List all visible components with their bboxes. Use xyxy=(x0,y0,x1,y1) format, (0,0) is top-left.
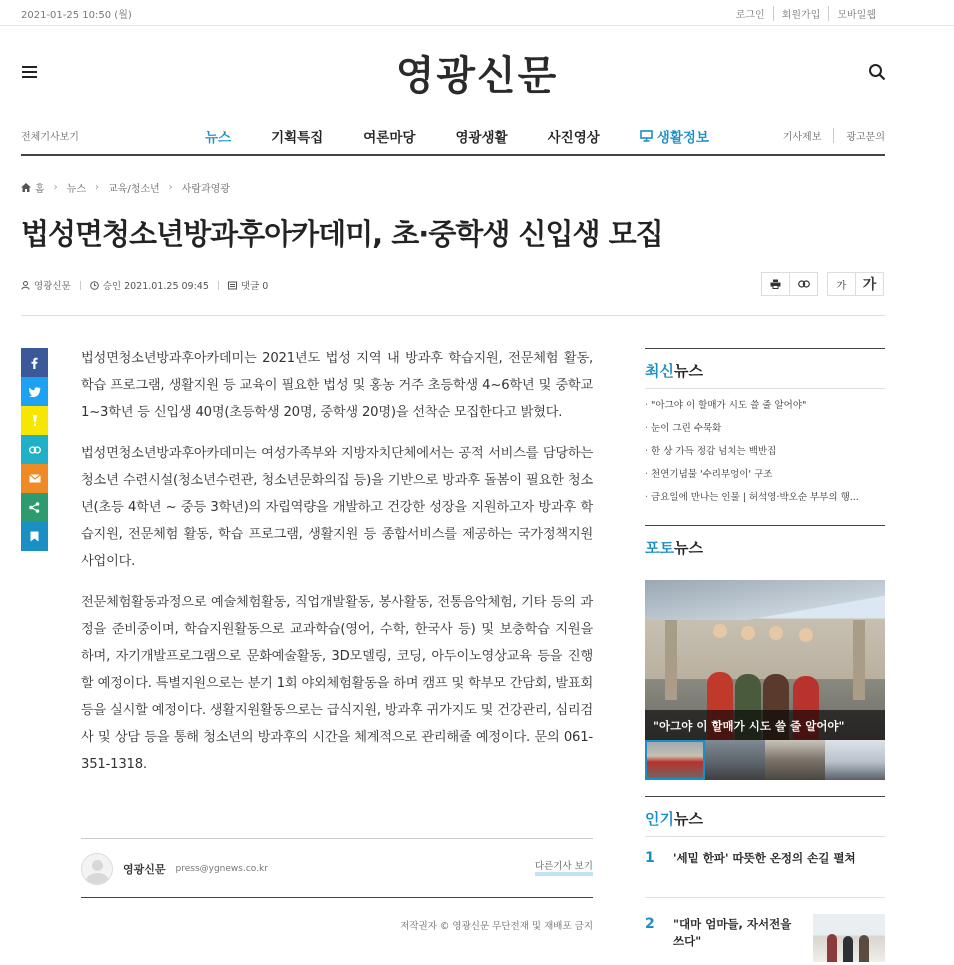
photo-news-caption[interactable]: "아그야 이 할매가 시도 쓸 줄 알어야" xyxy=(645,710,885,740)
clock-icon xyxy=(90,281,99,290)
share-icon xyxy=(29,502,40,513)
divider xyxy=(81,838,593,839)
copyright-notice: 저작권자 © 영광신문 무단전재 및 재배포 금지 xyxy=(400,921,593,932)
article-tools xyxy=(762,272,818,296)
chevron-right-icon: › xyxy=(53,182,58,193)
author-email[interactable]: press@ygnews.co.kr xyxy=(175,864,268,874)
print-icon xyxy=(770,279,781,289)
photo-thumbnail[interactable] xyxy=(645,740,705,780)
section-title xyxy=(645,525,885,565)
article-title: 법성면청소년방과후아카데미, 초·중학생 신입생 모집 xyxy=(21,217,663,251)
divider xyxy=(80,281,81,290)
copy-link-button[interactable] xyxy=(789,272,818,296)
nav-menu xyxy=(205,126,789,146)
photo-person xyxy=(827,934,837,962)
all-news-link[interactable]: 전체기사보기 xyxy=(21,132,79,143)
list-item-title: "대마 엄마들, 자서전을 쓰다" xyxy=(673,917,792,948)
facebook-share-button[interactable] xyxy=(21,348,48,377)
article-comments[interactable] xyxy=(228,278,268,292)
divider xyxy=(81,897,593,898)
bookmark-icon xyxy=(30,531,39,542)
link-icon xyxy=(798,280,810,288)
breadcrumb-news[interactable]: 뉴스 xyxy=(66,184,86,195)
nav-item-living-info-label: 생활정보 xyxy=(656,130,709,146)
section-title-accent: 포토 xyxy=(645,539,674,557)
divider xyxy=(645,388,885,389)
section-title-rest: 뉴스 xyxy=(673,810,703,828)
nav-item-local-life[interactable]: 영광생활 xyxy=(455,130,508,146)
article-approved xyxy=(90,278,209,292)
font-smaller-button[interactable]: 가 xyxy=(827,272,856,296)
list-item[interactable] xyxy=(645,914,885,962)
article-approved-date: 승인 2021.01.25 09:45 xyxy=(102,281,209,292)
more-share-button[interactable] xyxy=(21,493,48,522)
nav-item-features[interactable]: 기획특집 xyxy=(271,130,324,146)
breadcrumb-people[interactable]: 사람과영광 xyxy=(181,184,230,195)
facebook-icon xyxy=(31,357,38,369)
list-item[interactable]: · 금요일에 만나는 인물 | 허석영·박오순 부부의 행... xyxy=(645,489,885,512)
article-writer-name: 영광신문 xyxy=(34,281,71,292)
photo-thumbnail[interactable] xyxy=(825,740,885,780)
share-bar xyxy=(21,348,48,551)
list-item-thumbnail xyxy=(813,914,885,962)
bookmark-share-button[interactable] xyxy=(21,522,48,551)
photo-person xyxy=(859,935,869,962)
photo-news-section xyxy=(645,525,885,565)
photo-thumbnails xyxy=(645,740,885,780)
rank-number: 1 xyxy=(645,850,655,866)
section-title-rest: 뉴스 xyxy=(673,539,703,557)
mobile-web-link[interactable]: 모바일웹 xyxy=(828,6,884,21)
list-item[interactable]: · 눈이 그린 수묵화 xyxy=(645,420,885,443)
breadcrumb-education[interactable]: 교육/청소년 xyxy=(108,184,160,195)
meta-divider xyxy=(21,315,885,316)
latest-news-list xyxy=(645,397,885,512)
chevron-right-icon: › xyxy=(168,182,173,193)
article-comments-count: 댓글 0 xyxy=(240,281,269,292)
nav-item-opinion[interactable]: 여론마당 xyxy=(363,130,416,146)
print-button[interactable] xyxy=(761,272,790,296)
article-paragraph: 전문체험활동과정으로 예술체험활동, 직업개발활동, 봉사활동, 전통음악체험, 기타 등의 과정을 준비중이며, 학습지원활동으로 교과학습(영어, 수학, 한국사 등) 및 보충학습 지원을 하며, 자기개발프로그램으로 문화예술활동, 3D모델링, 코딩, 아두이노영상교육 등을 진행할 예정이다. 특별지원으로는 분기 1회 야외체험활동을 하며 캠프 및 학부모 간담회, 발표회 등을 실시할 예정이다. 생활지원활동으로는 급식지원, 방과후 귀가지도 및 건강관리, 심리검사 및 상담 등을 통해 청소년의 방과후의 시간을 체계적으로 관리해줄 예정이다. 문의 061-351-1318. xyxy=(81,595,593,772)
section-title-accent: 최신 xyxy=(645,362,674,380)
divider xyxy=(645,836,885,837)
copy-url-share-button[interactable] xyxy=(21,435,48,464)
more-articles-link[interactable]: 다른기사 보기 xyxy=(535,862,593,876)
popular-news-section xyxy=(645,796,885,837)
article-writer xyxy=(21,278,71,292)
nav-item-photo-video[interactable]: 사진영상 xyxy=(547,130,600,146)
main-navigation xyxy=(21,118,885,156)
section-title-accent: 인기 xyxy=(645,810,674,828)
section-title xyxy=(645,796,885,836)
search-icon[interactable] xyxy=(868,63,886,81)
section-title xyxy=(645,348,885,388)
rank-number: 2 xyxy=(645,916,655,932)
current-datetime: 2021-01-25 10:50 (월) xyxy=(21,10,132,21)
list-item[interactable] xyxy=(645,846,885,898)
breadcrumb-home[interactable]: 홈 xyxy=(35,184,45,195)
twitter-share-button[interactable] xyxy=(21,377,48,406)
list-item-title: '세밑 한파' 따뜻한 온정의 손길 펼쳐 xyxy=(673,851,856,865)
nav-item-news[interactable]: 뉴스 xyxy=(205,130,232,146)
home-icon xyxy=(21,183,31,192)
kakaostory-share-button[interactable] xyxy=(21,406,48,435)
ad-inquiry-link[interactable]: 광고문의 xyxy=(833,128,885,143)
masthead xyxy=(0,26,954,118)
kakaostory-icon xyxy=(32,415,38,427)
site-logo[interactable]: 영광신문 xyxy=(395,53,559,99)
font-larger-button[interactable]: 가 xyxy=(855,272,884,296)
list-item[interactable]: · 한 상 가득 정감 넘치는 백반집 xyxy=(645,443,885,466)
nav-item-living-info[interactable] xyxy=(640,126,749,146)
user-icon xyxy=(21,281,30,290)
list-item[interactable]: · "아그야 이 할매가 시도 쓸 줄 알어야" xyxy=(645,397,885,420)
nav-right-links xyxy=(783,128,885,143)
author-box xyxy=(81,852,593,886)
photo-person-face xyxy=(799,628,813,642)
article-meta xyxy=(21,278,268,292)
report-link[interactable]: 기사제보 xyxy=(782,132,822,143)
chevron-right-icon: › xyxy=(95,182,99,193)
breadcrumb xyxy=(21,180,230,195)
login-link[interactable]: 로그인 xyxy=(735,10,765,21)
top-links xyxy=(728,6,884,21)
photo-background xyxy=(853,620,865,700)
article-body xyxy=(81,345,593,792)
article-paragraph: 법성면청소년방과후아카데미는 여성가족부와 지방자치단체에서는 공적 서비스를 담당하는 청소년 수련시설(청소년수련관, 청소년문화의집 등)을 기반으로 방과후 돌봄이 필요한 청소년(초등 4학년 ~ 중등 3학년)의 자립역량을 개발하고 건강한 성장을 지원하고자 방과후 학습지원, 전문체험 활동, 학습 프로그램, 생활지원 등 종합서비스를 제공하는 국가정책지원 사업이다. xyxy=(81,446,593,569)
photo-background xyxy=(665,620,677,700)
article-paragraph: 법성면청소년방과후아카데미는 2021년도 법성 지역 내 방과후 학습지원, 전문체험 활동, 학습 프로그램, 생활지원 등 교육이 필요한 법성 및 홍농 거주 초등학생 4~6학년 및 중학교 1~3학년 등 신입생 40명(초등학생 20명, 중학생 20명)을 선착순 모집한다고 밝혔다. xyxy=(81,351,593,420)
photo-person xyxy=(843,936,853,962)
monitor-icon xyxy=(640,130,653,142)
photo-person-face xyxy=(713,624,727,638)
signup-link[interactable]: 회원가입 xyxy=(773,6,829,21)
avatar xyxy=(81,853,113,885)
link-icon xyxy=(29,446,41,454)
comment-icon xyxy=(228,281,237,290)
email-icon xyxy=(29,474,41,483)
font-size-tools xyxy=(828,272,884,296)
photo-thumbnail[interactable] xyxy=(765,740,825,780)
latest-news-section xyxy=(645,348,885,512)
photo-person-face xyxy=(741,626,755,640)
photo-thumbnail[interactable] xyxy=(705,740,765,780)
popular-news-list xyxy=(645,846,885,962)
twitter-icon xyxy=(29,387,41,397)
divider xyxy=(218,281,219,290)
photo-background xyxy=(645,580,885,620)
top-bar xyxy=(0,0,954,26)
email-share-button[interactable] xyxy=(21,464,48,493)
list-item[interactable]: · 천연기념물 '수리부엉이' 구조 xyxy=(645,466,885,489)
section-title-rest: 뉴스 xyxy=(673,362,703,380)
author-name: 영광신문 xyxy=(123,863,166,876)
photo-person-face xyxy=(769,626,783,640)
